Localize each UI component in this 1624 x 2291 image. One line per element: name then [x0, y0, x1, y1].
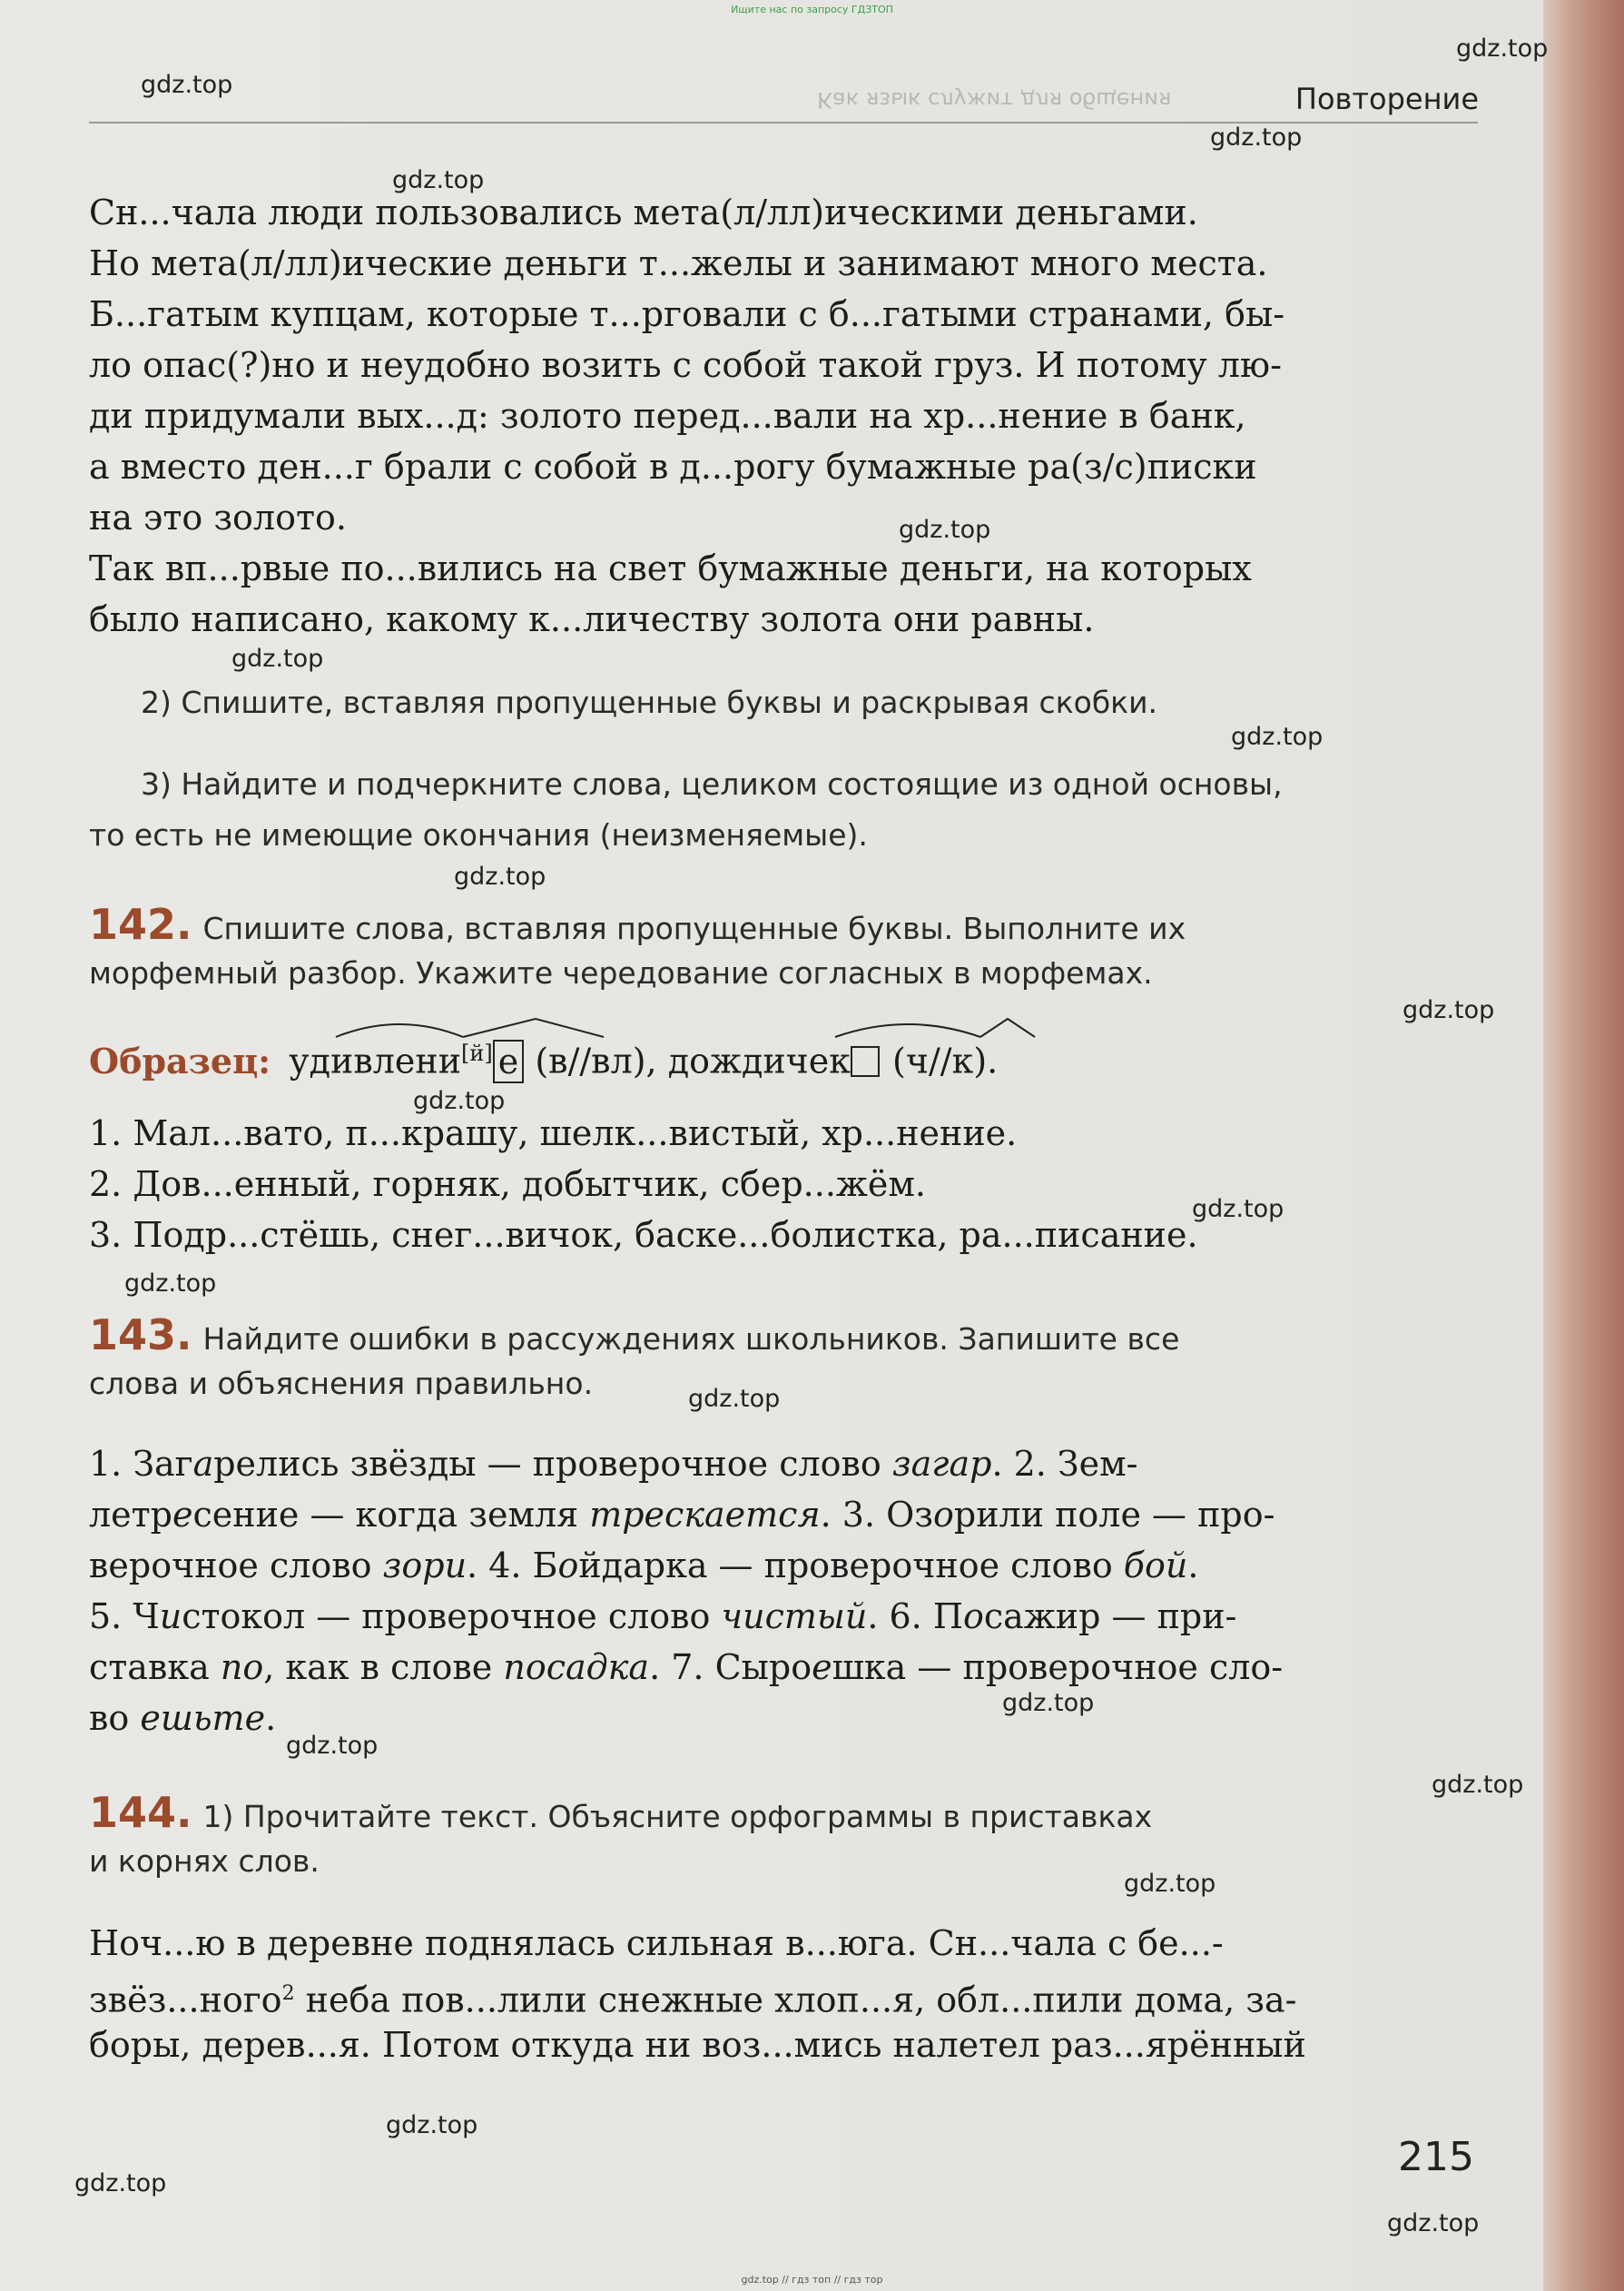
italic-letter: а — [192, 1444, 214, 1484]
text-span: сажир — при- — [983, 1596, 1237, 1636]
text-span: во — [89, 1698, 141, 1738]
bleed-through-text: Как язык служит для общения — [817, 87, 1172, 113]
watermark: gdz.top — [124, 1269, 217, 1298]
text-span: . 7. Сыро — [649, 1647, 812, 1687]
text-span: рили поле — про- — [953, 1495, 1275, 1535]
root-arc — [336, 1024, 463, 1037]
text-line: Но мета(л/лл)ические деньги т...желы и занимают много места. — [89, 243, 1268, 283]
text-line: Б...гатым купцам, которые т...рговали с б...гатыми странами, бы- — [89, 294, 1285, 334]
exercise-143-title — [89, 1311, 1179, 1363]
italic-word: зори — [382, 1545, 468, 1585]
watermark: gdz.top — [1456, 35, 1549, 63]
text-line: Так вп...рвые по...вились на свет бумажные деньги, на которых — [89, 548, 1252, 588]
italic-word: загар — [891, 1444, 992, 1484]
sample-alternation-1: (в//вл), — [535, 1041, 657, 1081]
italic-word: бой — [1123, 1545, 1188, 1585]
watermark: gdz.top — [1432, 1771, 1524, 1799]
text-line — [89, 1693, 276, 1743]
watermark: gdz.top — [454, 863, 546, 891]
exercise-143-line: слова и объяснения правильно. — [89, 1366, 594, 1401]
sample-ending-box: е — [493, 1040, 525, 1083]
exercise-text: 1) Прочитайте текст. Объясните орфограммы в приставках — [202, 1799, 1153, 1834]
italic-word: трескается — [589, 1495, 821, 1535]
sample-word-1: удивлени — [289, 1041, 462, 1081]
watermark: gdz.top — [899, 516, 991, 544]
italic-word: по — [220, 1647, 264, 1687]
exercise-142-title — [89, 901, 1186, 953]
exercise-item: 3. Подр...стёшь, снег...вичок, баске...болистка, ра...писание. — [89, 1215, 1198, 1255]
text-line — [89, 1489, 1275, 1540]
text-line — [89, 1438, 1138, 1489]
watermark: gdz.top — [413, 1087, 506, 1115]
italic-letter: о — [933, 1495, 954, 1535]
text-line — [89, 1642, 1283, 1693]
watermark: gdz.top — [1002, 1689, 1095, 1717]
text-span: сение — когда земля — [192, 1495, 590, 1535]
sample-superscript: [й] — [461, 1041, 493, 1066]
text-span: неба пов...лили снежные хлоп...я, обл...пили дома, за- — [294, 1980, 1297, 2020]
exercise-item: 2. Дов...енный, горняк, добытчик, сбер...жём. — [89, 1164, 927, 1204]
italic-letter: о — [962, 1596, 984, 1636]
text-line — [89, 1591, 1236, 1642]
text-line: Сн...чала люди пользовались мета(л/лл)ическими деньгами. — [89, 193, 1198, 232]
page-number: 215 — [1398, 2134, 1474, 2180]
watermark: gdz.top — [1124, 1870, 1216, 1898]
exercise-number: 143. — [89, 1310, 192, 1359]
italic-word: посадка — [503, 1647, 650, 1687]
watermark: gdz.top — [74, 2169, 167, 2197]
italic-word: ешьте — [140, 1698, 266, 1738]
exercise-text: Найдите ошибки в рассуждениях школьников. Запишите все — [202, 1321, 1180, 1357]
exercise-144-title — [89, 1789, 1152, 1841]
suffix-mark — [463, 1019, 604, 1037]
text-span: . — [1187, 1545, 1199, 1585]
text-line: ло опас(?)но и неудобно возить с собой такой груз. И потому лю- — [89, 345, 1282, 385]
text-line — [89, 1540, 1198, 1591]
sample-label: Образец: — [89, 1040, 271, 1081]
watermark: gdz.top — [231, 645, 324, 673]
exercise-number: 142. — [89, 900, 192, 949]
watermark: gdz.top — [392, 166, 485, 194]
exercise-number: 144. — [89, 1788, 192, 1837]
root-arc — [835, 1024, 980, 1037]
text-line — [89, 1969, 1296, 2026]
watermark: gdz.top — [1403, 996, 1495, 1024]
text-span: шка — проверочное сло- — [832, 1647, 1284, 1687]
watermark: gdz.top — [141, 71, 233, 99]
watermark: gdz.top — [286, 1732, 379, 1760]
text-span: релись звёзды — проверочное слово — [213, 1444, 892, 1484]
task-3-line: то есть не имеющие окончания (неизменяемые). — [89, 817, 868, 853]
footnote-mark: 2 — [281, 1982, 295, 2005]
text-span: . — [265, 1698, 277, 1738]
watermark: gdz.top — [1387, 2209, 1480, 2237]
exercise-text: Спишите слова, вставляя пропущенные буквы. Выполните их — [202, 911, 1186, 946]
text-span: звёз...ного — [89, 1980, 282, 2020]
top-link[interactable]: Ищите нас по запросу ГДЗТОП — [731, 4, 893, 15]
task-2: 2) Спишите, вставляя пропущенные буквы и раскрывая скобки. — [141, 685, 1158, 720]
suffix-mark — [980, 1019, 1035, 1037]
null-ending-box — [851, 1046, 880, 1077]
text-line: боры, дерев...я. Потом откуда ни воз...мись налетел раз...ярённый — [89, 2025, 1306, 2065]
exercise-142-line: морфемный разбор. Укажите чередование согласных в морфемах. — [89, 955, 1153, 991]
watermark: gdz.top — [688, 1385, 781, 1413]
text-span: 5. Ч — [89, 1596, 160, 1636]
bottom-link[interactable]: gdz.top // гдз топ // гдз тор — [741, 2274, 883, 2286]
exercise-item: 1. Мал...вато, п...крашу, шелк...вистый, хр...нение. — [89, 1113, 1018, 1153]
text-span: летр — [89, 1495, 172, 1535]
text-span: . 2. Зем- — [991, 1444, 1138, 1484]
italic-letter: е — [172, 1495, 193, 1535]
page-edge-shadow — [1543, 0, 1624, 2291]
watermark: gdz.top — [386, 2111, 478, 2139]
text-line: было написано, какому к...личеству золота они равны. — [89, 599, 1095, 639]
italic-letter: о — [557, 1545, 579, 1585]
sample-alternation-2: (ч//к). — [892, 1041, 999, 1081]
italic-letter: и — [159, 1596, 182, 1636]
text-span: йдарка — проверочное слово — [578, 1545, 1124, 1585]
watermark: gdz.top — [1210, 123, 1303, 152]
section-header: Повторение — [1294, 82, 1479, 116]
text-span: . 6. П — [867, 1596, 963, 1636]
morpheme-arcs — [327, 1006, 1107, 1042]
text-line: на это золото. — [89, 498, 347, 538]
text-span: стокол — проверочное слово — [182, 1596, 722, 1636]
sample-word-2: дождичек — [667, 1041, 851, 1081]
exercise-144-line: и корнях слов. — [89, 1843, 320, 1879]
text-line: а вместо ден...г брали с собой в д...рогу бумажные ра(з/с)писки — [89, 447, 1257, 487]
italic-letter: е — [812, 1647, 832, 1687]
italic-word: чистый — [721, 1596, 868, 1636]
text-span: ставка — [89, 1647, 221, 1687]
text-line: ди придумали вых...д: золото перед...вали на хр...нение в банк, — [89, 396, 1246, 436]
text-span: . 4. Б — [467, 1545, 558, 1585]
text-span: , как в слове — [263, 1647, 504, 1687]
text-span: верочное слово — [89, 1545, 383, 1585]
watermark: gdz.top — [1192, 1195, 1284, 1223]
task-3-line: 3) Найдите и подчеркните слова, целиком состоящие из одной основы, — [141, 766, 1283, 802]
text-span: 1. Заг — [89, 1444, 193, 1484]
text-line: Ноч...ю в деревне поднялась сильная в...юга. Сн...чала с бе...- — [89, 1923, 1224, 1963]
watermark: gdz.top — [1231, 723, 1324, 751]
text-span: . 3. Оз — [820, 1495, 934, 1535]
